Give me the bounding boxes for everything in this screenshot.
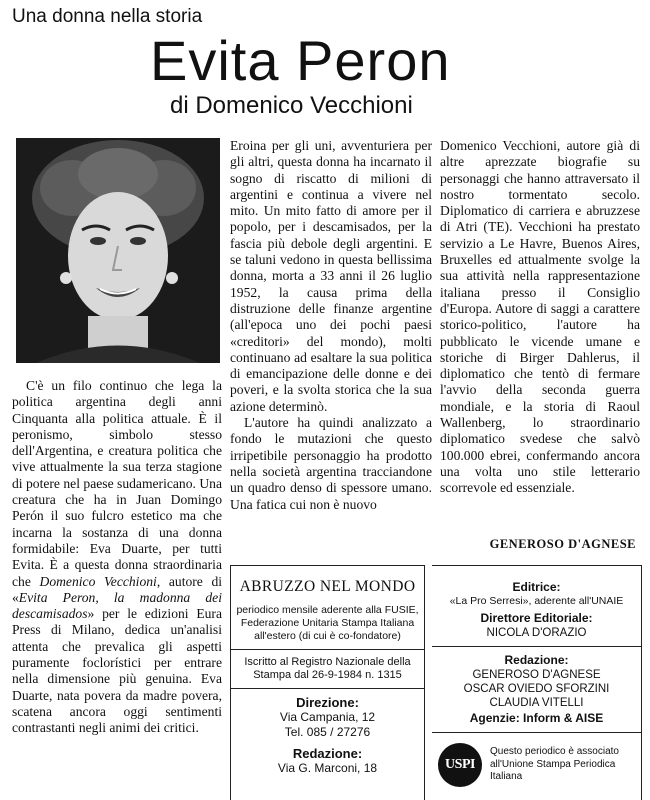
redazione-label: Redazione:	[504, 653, 569, 667]
paragraph: L'autore ha quindi analizzato a fondo le mutazioni che questo irripetibile personaggio ha prodotto nella società argentina tracciandone un quadro denso di spessore umano. Una fatica cui non è nuovo	[230, 415, 432, 512]
direzione-label: Direzione:	[296, 695, 359, 710]
evita-portrait-photo	[16, 138, 220, 363]
registration-info: Iscritto al Registro Nazionale della Stampa dal 26-9-1984 n. 1315	[244, 656, 411, 681]
article-column-2	[230, 138, 432, 513]
publication-name: ABRUZZO NEL MONDO	[239, 578, 416, 595]
paragraph: Domenico Vecchioni, autore già di altre aprezzate biografie su personaggi che hanno attraversato il nostro tormentato secolo. Diplomatico di carriera e abruzzese di Atri (TE). Vecchioni ha prestato servizio a Le Havre, Buenos Aires, Bruxelles ed attualmente svolge la sua attività nella rappresentazione italiana presso il Consiglio d'Europa. Autore di saggi a carattere storico-politico, l'autore ha pubblicato le vicende umane e storiche di Birger Dahlerus, il diplomatico che tentò di fermare l'avvio della seconda guerra mondiale, e la storia di Raoul Wallenberg, lo straordinario diplomatico svedese che salvò 100.000 ebrei, confermando ancora una volta uno stile letterario scorrevole ed essenziale.	[440, 138, 640, 496]
agenzie-info: Agenzie: Inform & AISE	[469, 711, 604, 725]
redazione-member: GENEROSO D'AGNESE	[472, 669, 601, 681]
article-column-3	[440, 138, 640, 497]
direttore-name: NICOLA D'ORAZIO	[486, 627, 587, 639]
book-title: Evita Peron, la madonna dei descamisados	[12, 589, 222, 622]
article-title: Evita Peron	[150, 29, 451, 92]
direttore-label: Direttore Editoriale:	[480, 611, 593, 625]
editrice-label: Editrice:	[512, 580, 561, 594]
paragraph-text: C'è un filo continuo che lega la politica argentina degli anni Cinquanta alla politica attuale. È il peronismo, simbolo stesso dell'Argentina, e creatura politica che vive attualmente la sua terza stagione di potere nel paese sudamericano. Una creatura che ha in Juan Domingo Perón il suo fulcro estetico ma che incarna la sostanza di una donna formidabile: Eva Duarte, per tutti Evita. È a questa donna straordinaria che	[12, 378, 222, 589]
paragraph-text: » per le edizioni Eura Press di Milano, dedica un'analisi attenta che prevalica gli aspetti puramente foclorístici per entrare nella dimensione più genuina. Eva Duarte, nata povera da madre povera, scatena ancora oggi sentimenti contrastanti negli animi dei critici.	[12, 606, 222, 736]
direzione-phone: Tel. 085 / 27276	[284, 725, 371, 739]
redazione-member: OSCAR OVIEDO SFORZINI	[463, 683, 610, 695]
article-byline: di Domenico Vecchioni	[170, 92, 413, 119]
divider	[231, 649, 424, 650]
redazione-member: CLAUDIA VITELLI	[489, 697, 584, 709]
article-signature: GENEROSO D'AGNESE	[489, 537, 636, 551]
redazione-address-label: Redazione:	[292, 746, 363, 761]
redazione-address: Via G. Marconi, 18	[277, 761, 378, 775]
uspi-block	[438, 743, 641, 787]
divider	[432, 646, 641, 647]
article-column-1	[12, 378, 222, 737]
editrice-value: «La Pro Serresi», aderente all'UNAIE	[449, 595, 624, 607]
section-kicker: Una donna nella storia	[12, 6, 203, 27]
masthead-left-box	[230, 565, 425, 800]
author-name: Domenico Vecchioni	[39, 573, 157, 589]
divider	[231, 688, 424, 689]
divider	[432, 732, 641, 733]
uspi-logo: USPI	[438, 743, 482, 787]
direzione-address: Via Campania, 12	[279, 710, 376, 724]
publication-description: periodico mensile aderente alla FUSIE, Federazione Unitaria Stampa Italiana all'estero (di cui è co-fondatore)	[236, 604, 419, 642]
paragraph: Eroina per gli uni, avventuriera per gli altri, questa donna ha incarnato il sogno di riscatto di milioni di argentini e continua a vivere nel mito. Un mito fatto di amore per il popolo, per i descamisados, per la fascia più debole degli argentini. E se taluni vedono in questa bellissima donna, morta a 33 anni il 26 luglio 1952, la causa prima della distruzione delle finanze argentine (all'epoca uno dei pochi paesi «creditori» del mondo), molti continuano ad esaltare la sua politica di emancipazione delle donne e dei poveri, e la svolta storica che la sua azione determinò.	[230, 138, 432, 414]
paragraph-text: , autore di «	[12, 573, 223, 605]
uspi-text: Questo periodico è associato all'Unione Stampa Periodica Italiana	[490, 746, 619, 783]
masthead-right-box	[432, 565, 642, 800]
